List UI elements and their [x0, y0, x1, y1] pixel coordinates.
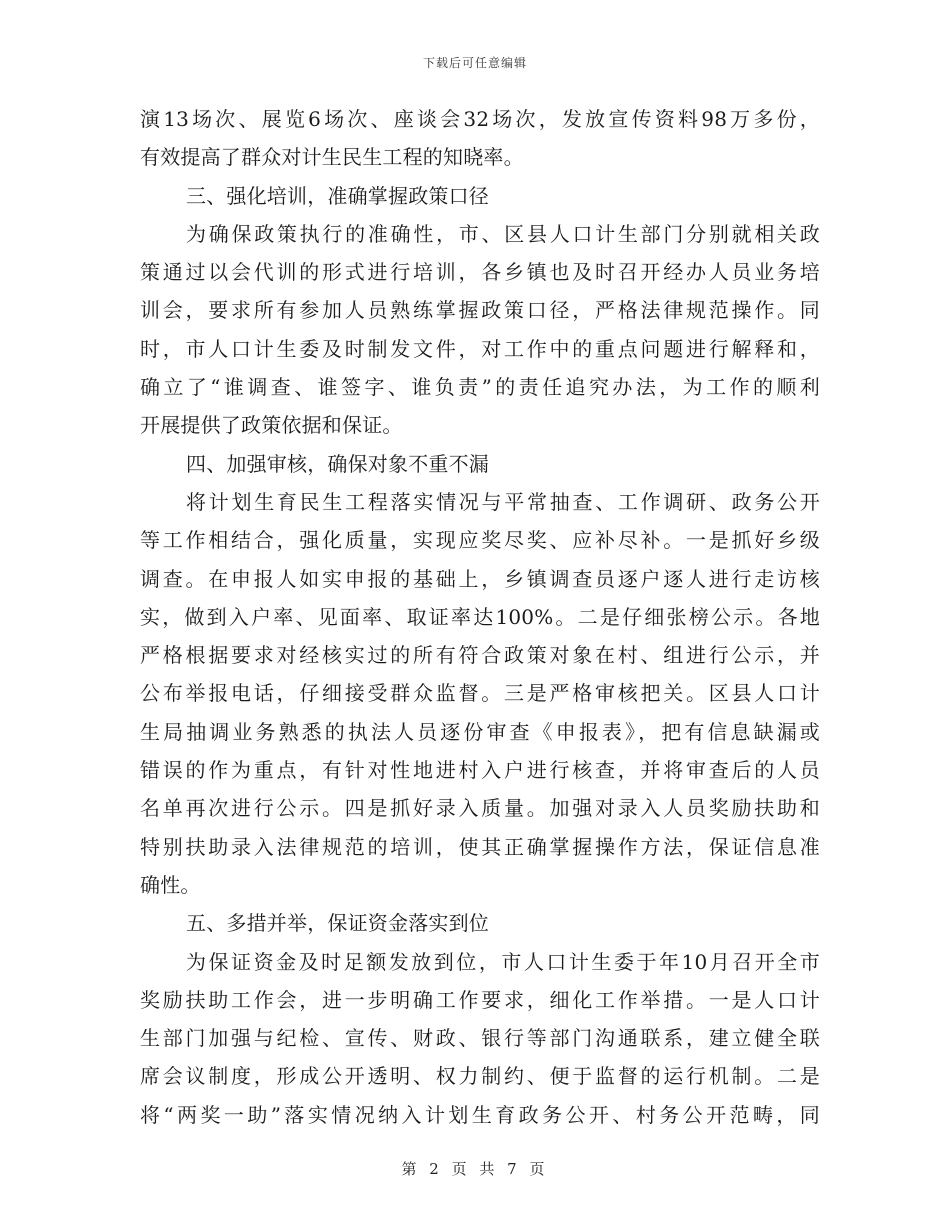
paragraph-line: 错误的作为重点，有针对性地进村入户进行核查，并将审查后的人员	[140, 758, 820, 783]
paragraph-line: 名单再次进行公示。四是抓好录入质量。加强对录入人员奖励扶助和	[140, 796, 820, 821]
paragraph-line: 实，做到入户率、见面率、取证率达100%。二是仔细张榜公示。各地	[140, 604, 820, 629]
section-heading: 三、强化培训，准确掌握政策口径	[186, 183, 489, 208]
paragraph-line: 严格根据要求对经核实过的所有符合政策对象在村、组进行公示，并	[140, 643, 820, 668]
paragraph-line: 席会议制度，形成公开透明、权力制约、便于监督的运行机制。二是	[140, 1064, 820, 1089]
document-body	[140, 100, 820, 1134]
paragraph-line: 策通过以会代训的形式进行培训，各乡镇也及时召开经办人员业务培	[140, 260, 820, 285]
paragraph-line: 特别扶助录入法律规范的培训，使其正确掌握操作方法，保证信息准	[140, 834, 820, 859]
paragraph-line: 调查。在申报人如实申报的基础上，乡镇调查员逐户逐人进行走访核	[140, 566, 820, 591]
paragraph-line: 生部门加强与纪检、宣传、财政、银行等部门沟通联系，建立健全联	[140, 1026, 820, 1051]
paragraph-line: 将“两奖一助”落实情况纳入计划生育政务公开、村务公开范畴，同	[140, 1102, 820, 1127]
page-header-note: 下载后可任意编辑	[422, 56, 527, 70]
paragraph-line: 将计划生育民生工程落实情况与平常抽查、工作调研、政务公开	[186, 489, 820, 514]
paragraph-line: 演13场次、展览6场次、座谈会32场次，发放宣传资料98万多份，	[140, 107, 820, 131]
page-number: 第 2 页 共 7 页	[401, 1160, 549, 1178]
paragraph-line: 为确保政策执行的准确性，市、区县人口计生部门分别就相关政	[186, 221, 820, 246]
paragraph-line: 时，市人口计生委及时制发文件，对工作中的重点问题进行解释和，	[140, 336, 820, 361]
paragraph-line: 奖励扶助工作会，进一步明确工作要求，细化工作举措。一是人口计	[140, 987, 820, 1012]
paragraph-line: 开展提供了政策依据和保证。	[140, 413, 403, 438]
paragraph-line: 为保证资金及时足额发放到位，市人口计生委于年10月召开全市	[186, 949, 820, 974]
paragraph-line: 训会，要求所有参加人员熟练掌握政策口径，严格法律规范操作。同	[140, 298, 820, 323]
paragraph-line: 确立了“谁调查、谁签字、谁负责”的责任追究办法，为工作的顺利	[140, 375, 820, 400]
paragraph-line: 等工作相结合，强化质量，实现应奖尽奖、应补尽补。一是抓好乡级	[140, 528, 820, 553]
paragraph-line: 确性。	[140, 872, 201, 897]
section-heading: 四、加强审核，确保对象不重不漏	[186, 451, 489, 476]
paragraph-line: 公布举报电话，仔细接受群众监督。三是严格审核把关。区县人口计	[140, 681, 820, 706]
section-heading: 五、多措并举，保证资金落实到位	[186, 911, 489, 936]
paragraph-line: 生局抽调业务熟悉的执法人员逐份审查《申报表》，把有信息缺漏或	[140, 719, 820, 744]
paragraph-line: 有效提高了群众对计生民生工程的知晓率。	[140, 145, 524, 170]
